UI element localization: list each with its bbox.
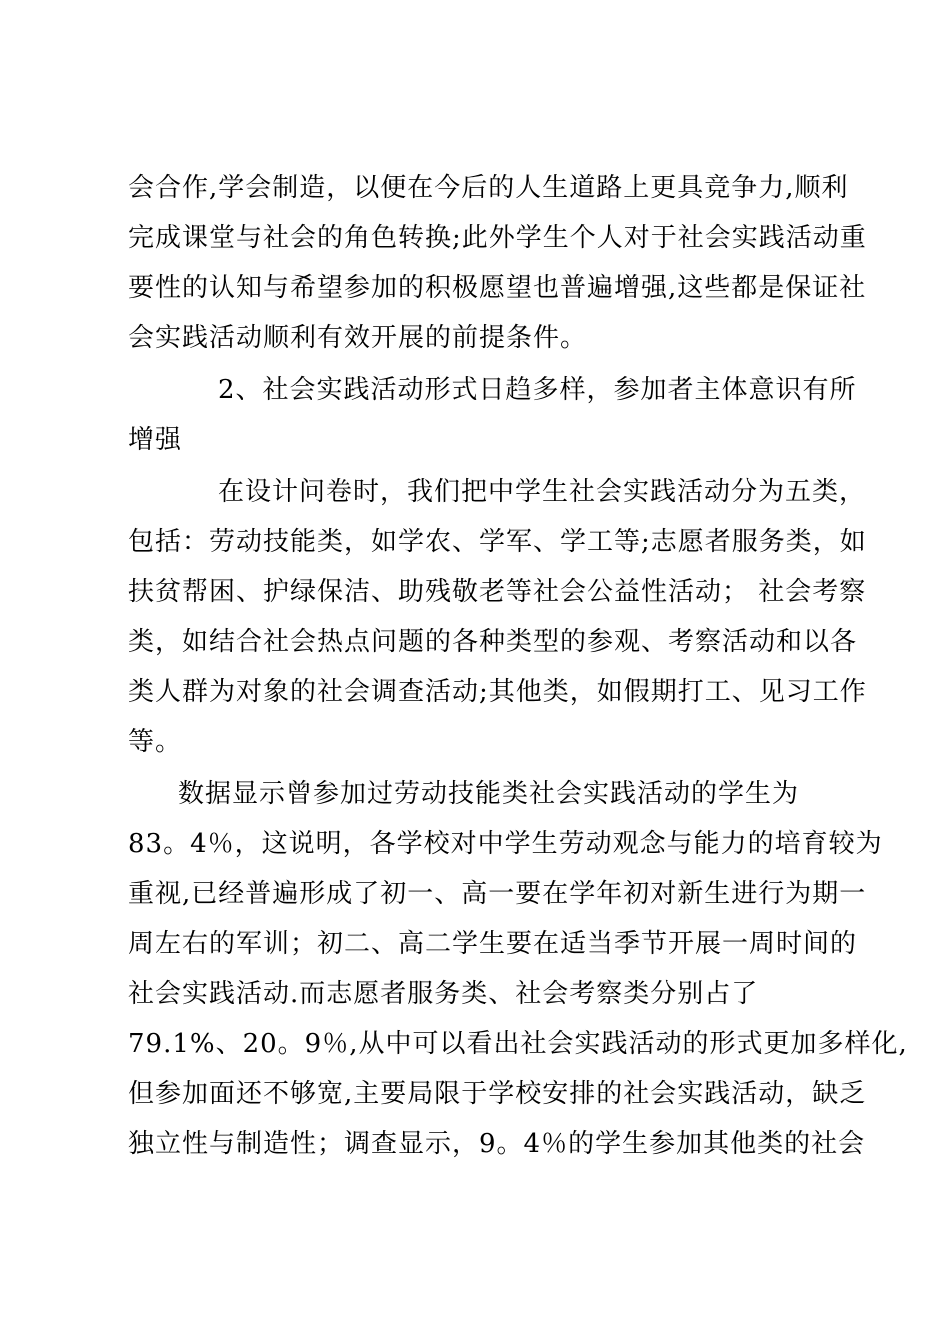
paragraph-line: 83。4％，这说明，各学校对中学生劳动观念与能力的培育较为 [128,829,883,859]
paragraph-line: 社会实践活动.而志愿者服务类、社会考察类分别占了 [128,979,759,1009]
paragraph-line: 等。 [128,727,183,757]
paragraph-line: 会实践活动顺利有效开展的前提条件。 [128,323,588,353]
paragraph-line: 包括：劳动技能类，如学农、学军、学工等;志愿者服务类，如 [128,527,867,557]
paragraph-line: 独立性与制造性；调查显示，9。4％的学生参加其他类的社会 [128,1129,866,1159]
paragraph-line: 在设计问卷时，我们把中学生社会实践活动分为五类， [218,477,867,507]
section-heading: 2、社会实践活动形式日趋多样，参加者主体意识有所 [218,375,857,405]
paragraph-line: 扶贫帮困、护绿保洁、助残敬老等社会公益性活动； 社会考察 [128,577,867,607]
paragraph-line: 类，如结合社会热点问题的各种类型的参观、考察活动和以各 [128,627,858,657]
paragraph-line: 数据显示曾参加过劳动技能类社会实践活动的学生为 [178,779,800,809]
paragraph-line: 类人群为对象的社会调查活动;其他类，如假期打工、见习工作 [128,677,867,707]
paragraph-line: 周左右的军训；初二、高二学生要在适当季节开展一周时间的 [128,929,858,959]
section-heading: 增强 [128,425,183,455]
paragraph-line: 完成课堂与社会的角色转换;此外学生个人对于社会实践活动重 [128,223,867,253]
paragraph-line: 重视,已经普遍形成了初一、高一要在学年初对新生进行为期一 [128,879,867,909]
paragraph-line: 会合作,学会制造，以便在今后的人生道路上更具竞争力,顺利 [128,173,849,203]
paragraph-line: 但参加面还不够宽,主要局限于学校安排的社会实践活动，缺乏 [128,1079,867,1109]
paragraph-line: 要性的认知与希望参加的积极愿望也普遍增强,这些都是保证社 [128,273,867,303]
paragraph-line: 79.1%、20。9％,从中可以看出社会实践活动的形式更加多样化, [128,1029,908,1059]
